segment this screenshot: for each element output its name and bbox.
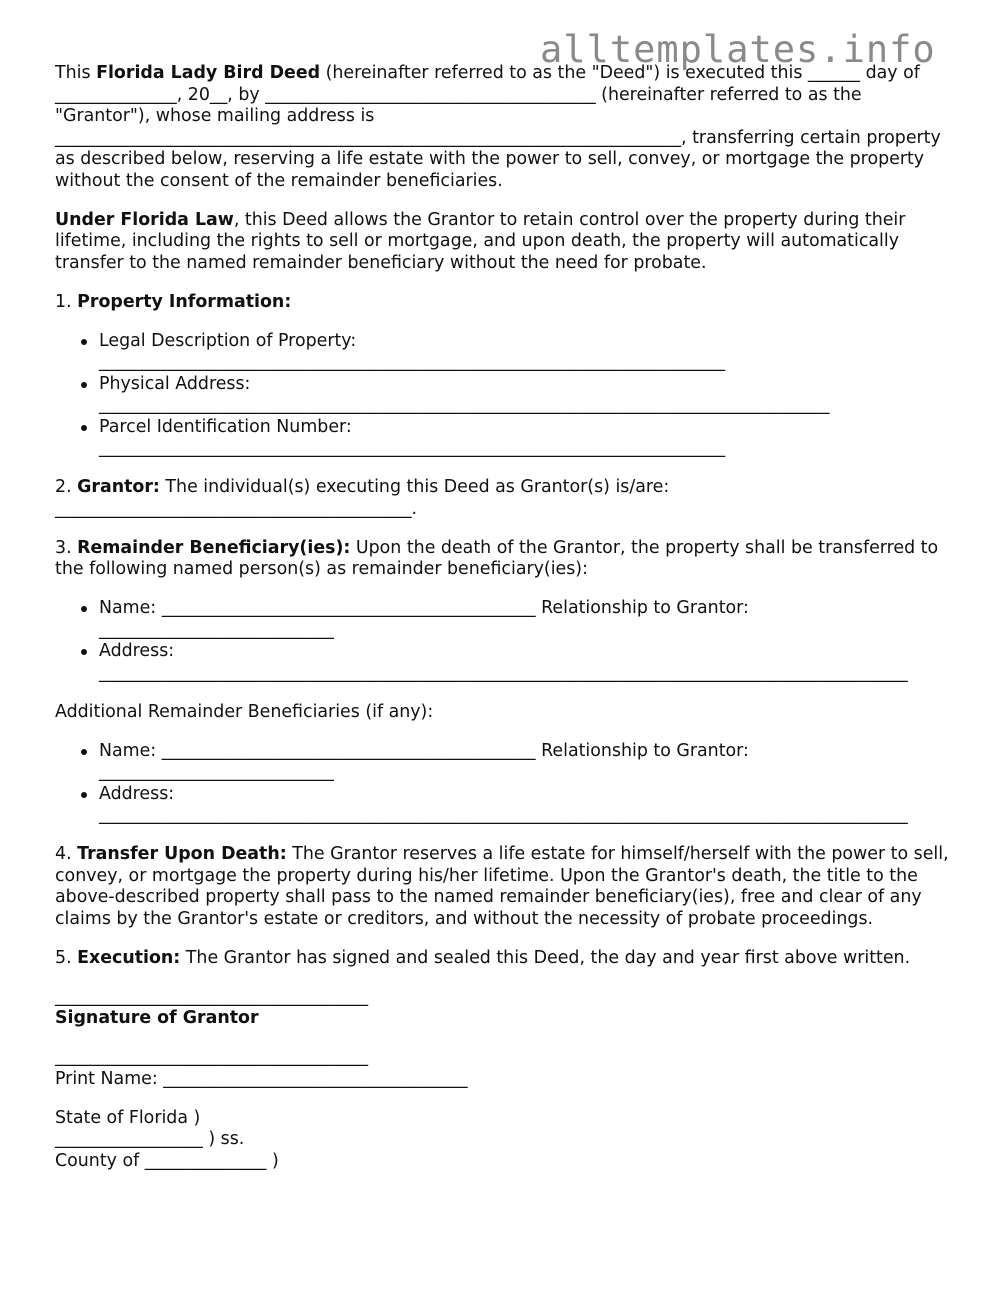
section-3-title: Remainder Beneficiary(ies): — [77, 537, 351, 558]
signature-block — [55, 987, 960, 1091]
notary-ss: _________________ ) ss. — [55, 1129, 245, 1149]
section-2-number: 2. — [55, 477, 78, 497]
additional-beneficiaries-label: Additional Remainder Beneficiaries (if any): — [55, 701, 434, 722]
section-2-title: Grantor: — [77, 477, 160, 497]
beneficiary-list — [55, 598, 960, 684]
watermark: alltemplates.info — [540, 28, 936, 71]
additional-beneficiary-list — [55, 741, 960, 827]
section-1-heading — [55, 292, 960, 314]
signature-label — [55, 1008, 960, 1030]
property-info-list — [55, 331, 960, 460]
signature-label-text: Signature of Grantor — [55, 1008, 259, 1028]
section-4-title: Transfer Upon Death: — [77, 844, 287, 864]
section-5-text: The Grantor has signed and sealed this Deed, the day and year first above written. — [180, 947, 911, 968]
section-4-paragraph — [55, 844, 960, 930]
deed-title: Florida Lady Bird Deed — [96, 63, 321, 83]
intro-text-2: (hereinafter referred to as the "Deed") is executed this ______ day of ______________, 20__, by ______________________________________ (hereinafter referred to as the "Grantor"), whose mailing address is ________________________________________________________________________, transferring certain property as described below, reserving a life estate with the power to sell, convey, or mortgage the property without the consent of the remainder beneficiaries. — [55, 63, 941, 191]
document-body — [55, 63, 960, 1172]
section-4-number: 4. — [55, 844, 78, 864]
intro-paragraph — [55, 63, 960, 192]
print-name-block — [55, 1047, 960, 1090]
legal-description-field: Legal Description of Property: ________________________________________________________________________ — [99, 331, 960, 374]
signature-line: ____________________________________ — [55, 986, 369, 1007]
beneficiary-name-field: Name: ___________________________________________ Relationship to Grantor: ___________________________ — [99, 598, 960, 641]
notary-county: County of ______________ ) — [55, 1150, 279, 1171]
section-1-title: Property Information: — [77, 291, 292, 312]
print-line: ____________________________________ — [55, 1047, 369, 1067]
section-5-title: Execution: — [77, 947, 181, 968]
section-3-number: 3. — [55, 537, 78, 558]
parcel-id-field: Parcel Identification Number: ________________________________________________________________________ — [99, 417, 960, 460]
physical-address-field: Physical Address: ____________________________________________________________________________________ — [99, 374, 960, 417]
florida-law-heading: Under Florida Law — [55, 209, 234, 230]
section-4-text: The Grantor reserves a life estate for himself/herself with the power to sell, convey, or mortgage the property during his/her lifetime. Upon the Grantor's death, the title to the above-described property shall pass to the named remainder beneficiary(ies), free and clear of any claims by the Grantor's estate or creditors, and without the necessity of probate proceedings. — [55, 844, 949, 929]
florida-law-text: , this Deed allows the Grantor to retain control over the property during their lifetime, including the rights to sell or mortgage, and upon death, the property will automatically transfer to the named remainder beneficiary without the need for probate. — [55, 209, 906, 273]
notary-state: State of Florida ) — [55, 1107, 201, 1128]
section-2-paragraph — [55, 477, 960, 520]
section-3-text: Upon the death of the Grantor, the property shall be transferred to the following named person(s) as remainder beneficiary(ies): — [55, 537, 939, 579]
section-3-paragraph — [55, 538, 960, 581]
notary-block — [55, 1108, 960, 1173]
florida-law-paragraph — [55, 210, 960, 275]
section-2-text: The individual(s) executing this Deed as Grantor(s) is/are: _________________________________________. — [55, 477, 670, 519]
print-name-field: Print Name: ___________________________________ — [55, 1068, 468, 1089]
section-5-paragraph — [55, 948, 960, 970]
section-5-number: 5. — [55, 947, 78, 968]
additional-beneficiary-name-field: Name: ___________________________________________ Relationship to Grantor: ___________________________ — [99, 741, 960, 784]
intro-text-1: This — [55, 63, 97, 83]
beneficiary-address-field: Address: _____________________________________________________________________________________________ — [99, 641, 960, 684]
additional-beneficiary-address-field: Address: _____________________________________________________________________________________________ — [99, 784, 960, 827]
section-1-number: 1. — [55, 291, 78, 312]
